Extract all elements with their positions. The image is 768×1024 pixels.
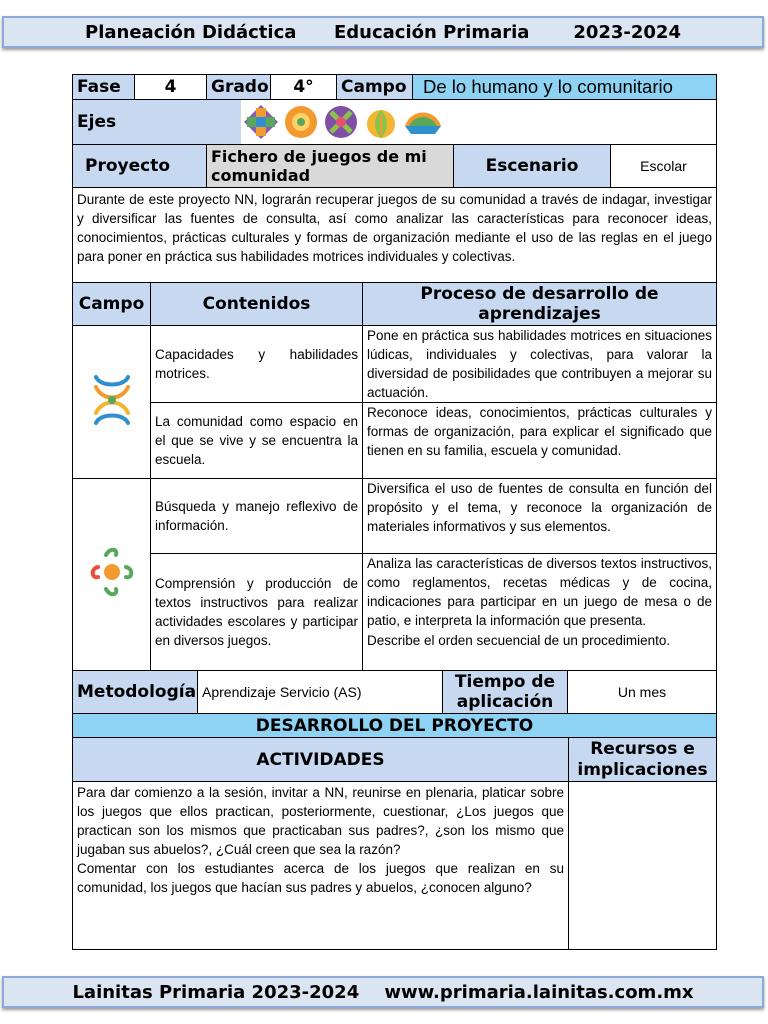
grado-value: 4° bbox=[271, 75, 337, 100]
table-row bbox=[73, 554, 717, 671]
campo-cell bbox=[73, 479, 151, 671]
ejes-label: Ejes bbox=[73, 100, 241, 144]
proyecto-label: Proyecto bbox=[73, 145, 207, 188]
pda-text: Analiza las características de diversos textos instructivos, como reglamentos, recetas médicas y de cocina, indicaciones para participar en un juego de mesa o de patio, e interpreta la información que presenta. bbox=[367, 556, 712, 628]
header-title: Planeación Didáctica bbox=[85, 21, 297, 43]
pda-cell bbox=[363, 554, 717, 671]
contenidos-table bbox=[72, 282, 717, 671]
recursos-header: Recursos e implicaciones bbox=[569, 738, 717, 782]
footer-site-name: Lainitas Primaria 2023-2024 bbox=[72, 981, 360, 1003]
header-year: 2023-2024 bbox=[573, 21, 681, 43]
escenario-value: Escolar bbox=[611, 145, 717, 188]
pda-extra-text: Describe el orden secuencial de un procedimiento. bbox=[367, 633, 671, 648]
metodologia-label: Metodología bbox=[73, 671, 198, 714]
table-row bbox=[73, 326, 717, 403]
campo-label: Campo bbox=[337, 75, 413, 100]
proyecto-value: Fichero de juegos de mi comunidad bbox=[207, 145, 454, 188]
table-row bbox=[73, 403, 717, 479]
col-contenidos-header: Contenidos bbox=[151, 283, 363, 326]
desarrollo-title: DESARROLLO DEL PROYECTO bbox=[73, 714, 717, 738]
footer-url[interactable]: www.primaria.lainitas.com.mx bbox=[384, 981, 694, 1003]
escenario-label: Escenario bbox=[454, 145, 611, 188]
project-description: Durante de este proyecto NN, lograrán recuperar juegos de su comunidad a través de indagar, investigar y diversificar las fuentes de consulta, así como analizar las características para reconocer ideas, conocimientos, prácticas culturales y formas de organización mediante el uso de las reglas en el juego para poner en práctica sus habilidades motrices individuales y colectivas. bbox=[73, 188, 717, 284]
grado-label: Grado bbox=[207, 75, 271, 100]
actividades-header: ACTIVIDADES bbox=[73, 738, 569, 782]
actividades-cell bbox=[73, 782, 569, 950]
header-level: Educación Primaria bbox=[334, 21, 530, 43]
recursos-cell bbox=[569, 782, 717, 950]
footer-banner bbox=[2, 976, 764, 1008]
vida-saludable-icon bbox=[363, 104, 399, 140]
contenido-cell: Comprensión y producción de textos instructivos para realizar actividades escolares y participar en diversos juegos. bbox=[151, 554, 363, 671]
table-row bbox=[73, 479, 717, 554]
actividades-paragraph: Para dar comienzo a la sesión, invitar a NN, reunirse en plenaria, platicar sobre los juegos que ellos practican, posteriormente, cuestionar, ¿Los juegos que practican son los mismos que practicaban sus padres?, ¿son los mismo que jugaban sus abuelos?, ¿Cuál creen que sea la razón? bbox=[77, 785, 564, 857]
lenguajes-campo-icon bbox=[88, 545, 136, 599]
pda-cell: Pone en práctica sus habilidades motrices en situaciones lúdicas, individuales y colectivas, para valorar la diversidad de posibilidades que contribuyen a mejorar su actuación. bbox=[363, 326, 717, 403]
metodologia-value: Aprendizaje Servicio (AS) bbox=[198, 671, 443, 714]
contenido-cell: Capacidades y habilidades motrices. bbox=[151, 326, 363, 403]
artes-icon bbox=[403, 104, 443, 140]
campo-value: De lo humano y lo comunitario bbox=[413, 75, 717, 100]
inclusion-icon bbox=[243, 104, 279, 140]
desarrollo-table bbox=[72, 713, 717, 950]
actividades-paragraph: Comentar con los estudiantes acerca de los juegos que realizan en su comunidad, los juegos que hacían sus padres y abuelos, ¿conocen alguno? bbox=[77, 861, 564, 895]
col-campo-header: Campo bbox=[73, 283, 151, 326]
col-pda-header: Proceso de desarrollo de aprendizajes bbox=[363, 283, 717, 326]
tiempo-value: Un mes bbox=[568, 671, 717, 714]
contenido-cell: Búsqueda y manejo reflexivo de información. bbox=[151, 479, 363, 554]
pda-cell: Diversifica el uso de fuentes de consulta en función del propósito y el tema, y reconoce la organización de materiales informativos y sus elementos. bbox=[363, 479, 717, 554]
info-table bbox=[72, 74, 717, 284]
campo-cell bbox=[73, 326, 151, 479]
metodologia-table bbox=[72, 670, 717, 714]
fase-label: Fase bbox=[73, 75, 135, 100]
ejes-icons bbox=[241, 104, 443, 140]
pda-cell: Reconoce ideas, conocimientos, prácticas culturales y formas de organización, para explicar el significado que tienen en su familia, escuela y comunidad. bbox=[363, 403, 717, 479]
tiempo-label: Tiempo de aplicación bbox=[443, 671, 568, 714]
interculturalidad-icon bbox=[323, 104, 359, 140]
de-lo-humano-campo-icon bbox=[90, 373, 134, 427]
pensamiento-critico-icon bbox=[283, 104, 319, 140]
header-banner bbox=[2, 16, 764, 48]
fase-value: 4 bbox=[135, 75, 207, 100]
contenido-cell: La comunidad como espacio en el que se vive y se encuentra la escuela. bbox=[151, 403, 363, 479]
